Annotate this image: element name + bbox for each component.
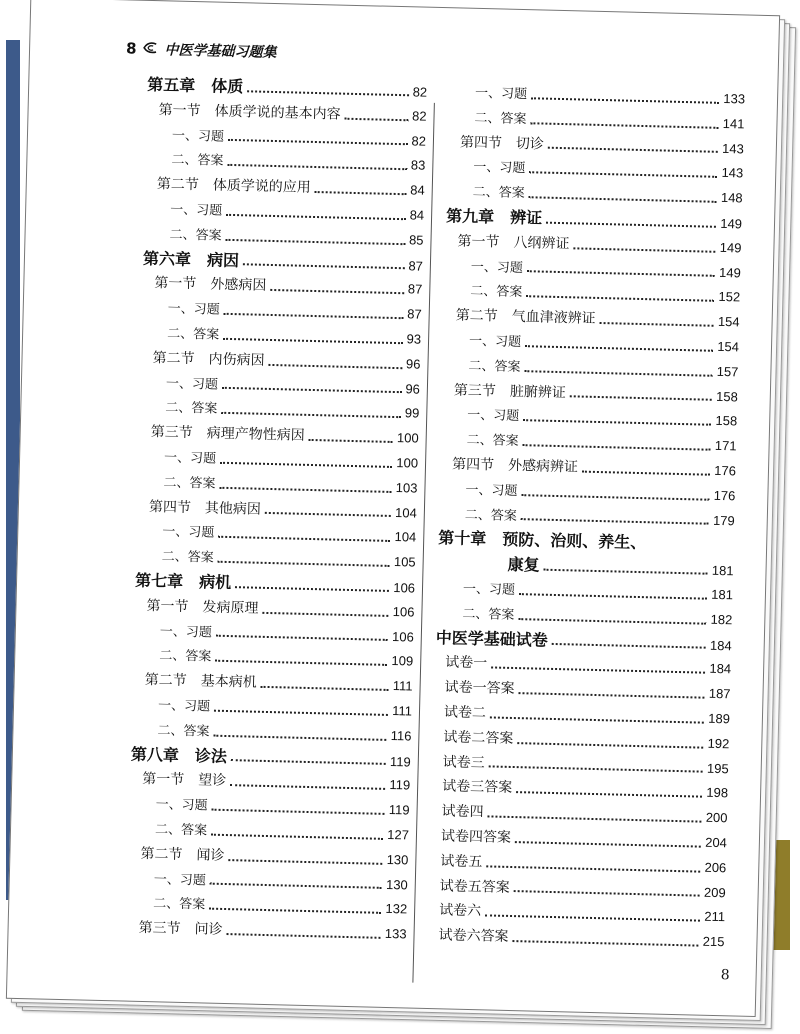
dot-leader: [225, 238, 405, 245]
dot-leader: [515, 840, 701, 848]
footer-page-number: 8: [720, 967, 730, 984]
toc-entry-page: 149: [720, 215, 743, 232]
toc-entry-title: 试卷一答案: [444, 679, 515, 698]
toc-entry-page: 187: [708, 685, 731, 702]
toc-entry-title: 康复: [507, 554, 540, 575]
dot-leader: [490, 715, 704, 723]
toc-entry-page: 87: [408, 257, 424, 274]
toc-entry-title: 一、习题: [157, 698, 211, 715]
dot-leader: [213, 733, 386, 740]
dot-leader: [344, 116, 408, 121]
dot-leader: [512, 939, 698, 947]
dot-leader: [220, 461, 392, 468]
toc-entry-title: 一、习题: [153, 871, 207, 889]
toc-entry-title: 二、答案: [163, 475, 216, 492]
toc-entry-page: 87: [407, 306, 422, 322]
toc-entry-page: 133: [384, 926, 407, 942]
toc-entry-page: 189: [708, 710, 731, 727]
book-title: 中医学基础习题集: [164, 42, 277, 62]
toc-entry-title: 第七章 病机: [134, 570, 232, 593]
toc-entry-title: 一、习题: [167, 301, 220, 318]
dot-leader: [265, 511, 391, 517]
toc-entry-title: 第六章 病因: [142, 248, 240, 270]
dot-leader: [210, 882, 382, 889]
dot-leader: [211, 832, 383, 839]
toc-entry-title: 第三节 问诊: [138, 920, 223, 939]
toc-entry-page: 116: [390, 727, 412, 744]
toc-right-column: [428, 80, 745, 955]
dot-leader: [218, 560, 390, 567]
toc-entry-page: 195: [706, 760, 729, 776]
toc-entry-page: 149: [719, 239, 742, 256]
toc-entry-page: 82: [411, 132, 427, 149]
toc-entry-page: 109: [391, 653, 414, 669]
toc-entry-title: 一、习题: [467, 408, 520, 425]
toc-entry-title: 一、习题: [462, 581, 516, 598]
toc-entry-title: 二、答案: [161, 549, 214, 566]
toc-entry-title: 第八章 诊法: [130, 744, 228, 766]
dot-leader: [230, 783, 385, 790]
dot-leader: [219, 485, 391, 492]
dot-leader: [224, 312, 404, 319]
dot-leader: [218, 535, 390, 542]
toc-entry-title: 一、习题: [470, 259, 524, 276]
dot-leader: [216, 634, 388, 641]
toc-entry-title: 第四节 外感病辨证: [451, 456, 579, 476]
toc-left-column: [126, 73, 427, 947]
toc-entry-page: 104: [394, 504, 418, 521]
toc-entry-page: 87: [407, 281, 423, 298]
dot-leader: [247, 89, 409, 96]
toc-entry-page: 148: [720, 190, 743, 206]
dot-leader: [315, 190, 407, 195]
dot-leader: [227, 163, 407, 170]
toc-entry-title: 二、答案: [165, 400, 218, 418]
toc-entry-page: 181: [711, 562, 734, 579]
dot-leader: [228, 138, 408, 145]
dot-leader: [527, 270, 715, 278]
toc-entry-page: 152: [718, 289, 741, 305]
toc-entry-title: 试卷四答案: [440, 828, 512, 846]
toc-entry-title: 试卷一: [445, 654, 488, 672]
toc-entry-title: 一、习题: [163, 450, 217, 467]
dot-leader: [546, 221, 716, 228]
dot-leader: [521, 493, 709, 501]
toc-entry-title: 第九章 辨证: [445, 206, 543, 228]
dot-leader: [524, 369, 712, 377]
toc-entry-title: 一、习题: [159, 623, 213, 641]
header-page-number: 8: [125, 39, 137, 58]
toc-entry-title: 试卷六: [438, 902, 482, 920]
toc-entry-title: 第一节 望诊: [142, 771, 227, 790]
dot-leader: [228, 858, 382, 865]
dot-leader: [552, 642, 706, 649]
toc-entry-page: 93: [406, 331, 422, 347]
toc-entry-title: 一、习题: [468, 333, 522, 351]
toc-entry-page: 176: [713, 487, 736, 504]
toc-entry-page: 106: [393, 579, 416, 596]
toc-entry-page: 119: [389, 753, 411, 770]
dot-leader: [231, 759, 386, 766]
toc-entry-title: 试卷四: [441, 803, 484, 821]
toc-entry-title: 第五章 体质: [147, 74, 244, 97]
toc-entry-page: 83: [410, 157, 426, 174]
toc-page: [6, 0, 780, 1017]
toc-entry-title: 试卷三答案: [441, 778, 513, 797]
toc-entry-title: 第一节 外感病因: [154, 275, 267, 295]
toc-entry-page: 192: [707, 735, 730, 752]
toc-entry-page: 181: [711, 586, 734, 603]
dot-leader: [485, 914, 700, 922]
dot-leader: [573, 246, 715, 252]
dot-leader: [215, 659, 387, 666]
dot-leader: [214, 709, 388, 716]
dot-leader: [243, 263, 405, 270]
dot-leader: [516, 790, 702, 798]
dot-leader: [548, 146, 718, 153]
dot-leader: [600, 321, 714, 327]
toc-entry-title: 一、习题: [474, 85, 528, 103]
dot-leader: [235, 585, 389, 592]
dot-leader: [221, 411, 401, 418]
dot-leader: [517, 741, 703, 749]
dot-leader: [487, 814, 701, 822]
toc-entry-title: 二、答案: [462, 606, 515, 623]
toc-entry-title: 一、习题: [170, 202, 223, 219]
toc-entry-page: 176: [714, 462, 737, 479]
toc-entry-page: 119: [388, 802, 410, 818]
toc-entry-page: 96: [405, 356, 421, 372]
toc-entry-page: 158: [715, 413, 738, 429]
toc-entry-title: 中医学基础试卷: [435, 627, 549, 650]
dot-leader: [212, 808, 385, 815]
toc-entry-title: 二、答案: [466, 432, 519, 450]
dot-leader: [529, 171, 717, 179]
dot-leader: [491, 666, 705, 674]
toc-entry-page: 127: [387, 826, 410, 843]
toc-entry-title: 二、答案: [157, 723, 210, 740]
toc-entry-page: 182: [710, 611, 733, 628]
toc-entry-page: 84: [409, 207, 425, 223]
dot-leader: [529, 195, 717, 203]
dot-leader: [514, 889, 700, 897]
toc-entry-title: 第三节 脏腑辨证: [453, 382, 567, 401]
toc-entry-page: 82: [412, 84, 428, 100]
toc-entry-page: 157: [716, 363, 739, 380]
page-header: [126, 38, 277, 62]
dot-leader: [262, 610, 388, 616]
dot-leader: [226, 213, 406, 220]
toc-entry-page: 130: [385, 876, 408, 892]
toc-entry-title: 试卷三: [442, 753, 485, 771]
toc-entry-page: 106: [391, 628, 415, 645]
toc-entry-title: 第二节 体质学说的应用: [156, 176, 311, 197]
toc-entry-title: 试卷六答案: [438, 927, 509, 946]
toc-entry-title: 试卷五答案: [439, 877, 510, 896]
toc-entry-page: 103: [395, 479, 418, 496]
toc-entry-title: 一、习题: [171, 128, 225, 145]
toc-entry-page: 206: [704, 859, 727, 875]
dot-leader: [489, 765, 703, 773]
toc-entry-title: 一、习题: [162, 524, 215, 541]
dot-leader: [531, 96, 719, 104]
dot-leader: [209, 907, 381, 914]
toc-entry-page: 198: [706, 785, 729, 801]
toc-entry-page: 179: [712, 512, 735, 528]
toc-entry-page: 100: [396, 430, 419, 446]
toc-entry-page: 215: [702, 933, 725, 950]
toc-entry-page: 133: [723, 90, 746, 107]
dot-leader: [519, 592, 707, 600]
toc-entry-title: 二、答案: [154, 822, 208, 839]
toc-entry-page: 200: [705, 809, 728, 826]
toc-entry-title: 二、答案: [166, 326, 220, 343]
toc-entry-page: 130: [386, 851, 409, 868]
toc-entry-page: 111: [392, 678, 413, 694]
dot-leader: [223, 337, 403, 344]
toc-entry-title: 试卷二: [443, 704, 487, 722]
toc-entry-title: 第一节 发病原理: [146, 597, 259, 617]
toc-entry-title: 第二节 气血津液辨证: [455, 307, 596, 328]
toc-entry-page: 154: [717, 338, 740, 355]
toc-entry-page: 143: [721, 165, 744, 181]
dot-leader: [650, 547, 730, 550]
toc-entry-title: 一、习题: [465, 482, 518, 499]
dot-leader: [570, 395, 712, 401]
toc-entry-page: 85: [408, 232, 424, 248]
toc-entry-page: 154: [717, 314, 740, 330]
toc-entry-title: 二、答案: [153, 896, 206, 913]
toc-entry-page: 204: [705, 834, 728, 851]
toc-entry-page: 211: [704, 909, 726, 925]
dot-leader: [544, 568, 708, 575]
toc-entry-page: 171: [714, 438, 737, 454]
dot-leader: [222, 386, 402, 393]
toc-entry-page: 104: [394, 529, 417, 545]
dot-leader: [518, 617, 706, 625]
toc-entry-title: 第十章 预防、治则、养生、: [438, 528, 647, 553]
toc-entry-title: 二、答案: [468, 358, 521, 375]
toc-entry-title: 试卷五: [440, 852, 483, 870]
dot-leader: [526, 294, 714, 302]
dot-leader: [530, 121, 718, 129]
toc-entry-page: 84: [410, 182, 425, 198]
toc-entry-page: 119: [389, 777, 411, 793]
toc-entry-page: 149: [718, 264, 742, 281]
toc-entry-title: 二、答案: [169, 227, 222, 244]
toc-entry-page: 184: [709, 637, 732, 653]
toc-entry-page: 106: [392, 603, 415, 620]
toc-entry-page: 132: [385, 901, 408, 917]
toc-entry-title: 第一节 体质学说的基本内容: [158, 101, 341, 123]
dot-leader: [261, 685, 389, 691]
toc-entry-title: 二、答案: [470, 284, 523, 301]
dot-leader: [525, 344, 713, 352]
toc-entry-page: 111: [392, 702, 413, 719]
toc-entry-page: 99: [404, 405, 420, 421]
toc-entry-title: 一、习题: [473, 160, 526, 177]
toc-entry-page: 96: [405, 380, 421, 397]
dot-leader: [226, 932, 380, 939]
toc-entry-page: 141: [722, 115, 745, 132]
toc-entry-page: 82: [411, 108, 427, 124]
toc-entry-title: 二、答案: [464, 507, 518, 524]
dot-leader: [582, 469, 710, 475]
toc-entry-page: 184: [709, 661, 732, 677]
book-logo-icon: [142, 39, 158, 58]
dot-leader: [486, 864, 700, 872]
toc-entry-page: 100: [396, 455, 419, 471]
toc-entry-page: 143: [721, 140, 745, 157]
dot-leader: [521, 518, 709, 526]
dot-leader: [270, 288, 404, 294]
toc-entry-title: 一、习题: [155, 797, 208, 814]
dot-leader: [523, 418, 711, 426]
toc-entry-title: 二、答案: [171, 152, 224, 170]
dot-leader: [268, 363, 402, 369]
toc-entry-title: 第四节 其他病因: [148, 498, 262, 518]
dot-leader: [518, 691, 704, 699]
toc-entry-page: 105: [393, 554, 416, 570]
toc-entry-title: 第二节 内伤病因: [152, 349, 265, 369]
toc-entry-title: 试卷二答案: [443, 729, 514, 747]
toc-entry-title: 二、答案: [159, 648, 212, 665]
toc-entry-title: 一、习题: [165, 375, 219, 393]
dot-leader: [523, 443, 711, 451]
dot-leader: [309, 438, 393, 443]
toc-entry-title: 第二节 闻诊: [140, 845, 225, 864]
toc-entry-title: 二、答案: [474, 110, 527, 127]
toc-entry-page: 209: [703, 884, 726, 900]
toc-entry-title: 第三节 病理产物性病因: [150, 424, 305, 444]
toc-entry-title: 第四节 切诊: [459, 134, 545, 153]
toc-entry-title: 第二节 基本病机: [144, 672, 257, 691]
toc-entry-title: 第一节 八纲辨证: [457, 233, 570, 253]
toc-entry-page: 158: [715, 388, 738, 404]
toc-entry-title: 二、答案: [472, 185, 525, 202]
